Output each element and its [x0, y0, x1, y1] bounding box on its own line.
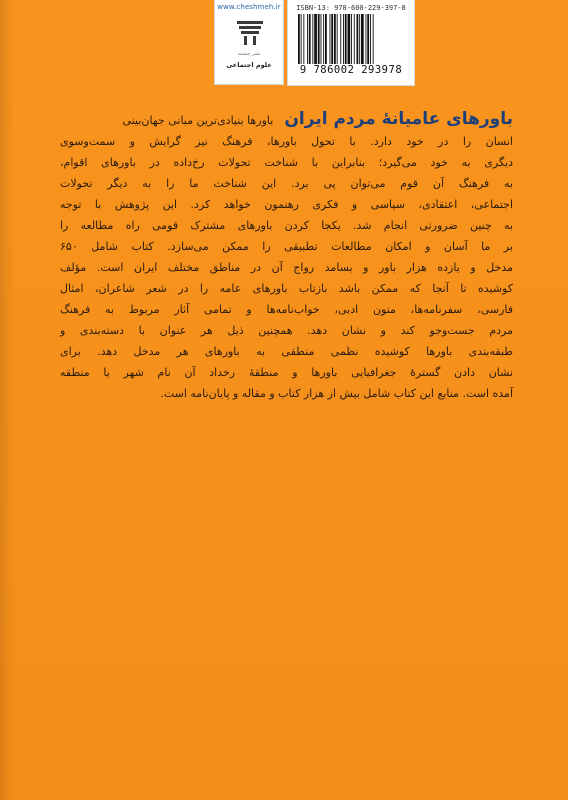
blurb-line: آمده است. منابع این کتاب شامل بیش از هزار کتاب و مقاله و پایان‌نامه است.	[160, 387, 513, 400]
blurb-lead: باورها بنیادی‌ترین مبانی جهان‌بینی	[122, 114, 274, 127]
blurb-line: مدخل و یازده هزار باور و بسامد رواج آن در مناطق مختلف ایران است. مؤلف	[60, 261, 513, 274]
blurb	[60, 107, 513, 404]
publisher-logo-text: نشر چشمه	[237, 51, 261, 57]
blurb-line: طبقه‌بندی باورها کوشیده نظمی منطقی به باورهای هر مدخل دهد. برای	[60, 345, 513, 358]
series-label: علوم اجتماعی	[226, 61, 272, 69]
blurb-line: اجتماعی، اعتقادی، سیاسی و فکری رهنمون خواهد کرد. این پژوهش با توجه	[60, 198, 513, 211]
blurb-line: بر ما آسان و امکان مطالعات تطبیقی را ممکن می‌سازد. کتاب شامل ۶۵۰	[60, 240, 513, 253]
blurb-line: فارسی، سفرنامه‌ها، متون ادبی، خواب‌نامه‌ها و تمامی آثار مربوط به فرهنگ	[60, 303, 513, 316]
barcode-number: 9 786002 293978	[299, 64, 403, 76]
publisher-logo-icon	[233, 16, 267, 50]
blurb-line: به فرهنگ آن قوم می‌توان پی برد. این شناخت ما را به دیگر تحولات	[60, 177, 513, 190]
barcode-icon	[298, 14, 410, 64]
isbn-label: ISBN-13: 978-600-229-397-8	[296, 4, 406, 12]
blurb-line: به چنین ضرورتی انجام شد. یکجا کردن باورهای مشترک قومی راه مطالعه را	[60, 219, 513, 232]
publisher-url: www.cheshmeh.ir	[217, 3, 281, 11]
book-title: باورهای عامیانهٔ مردم ایران	[284, 109, 513, 129]
publisher-card	[214, 0, 284, 85]
blurb-line: انسان را در خود دارد. با تحول باورها، فرهنگ نیز گرایش و سمت‌وسوی	[60, 135, 513, 148]
blurb-line: نشان دادن گسترهٔ جغرافیایی باورها و منطقهٔ رخداد آن نام شهر یا منطقه	[60, 366, 513, 379]
blurb-line: مردم جست‌وجو کند و نشان دهد. همچنین ذیل هر عنوان با دسته‌بندی و	[60, 324, 513, 337]
blurb-line: دیگری به خود می‌گیرد؛ بنابراین با شناخت تحولات رخ‌داده در باورهای اقوام،	[60, 156, 513, 169]
cover-left-edge	[0, 0, 14, 800]
blurb-line: کوشیده تا آنجا که ممکن باشد بازتاب باورهای عامه را در شعر شاعران، امثال	[60, 282, 513, 295]
barcode-box	[287, 0, 415, 86]
